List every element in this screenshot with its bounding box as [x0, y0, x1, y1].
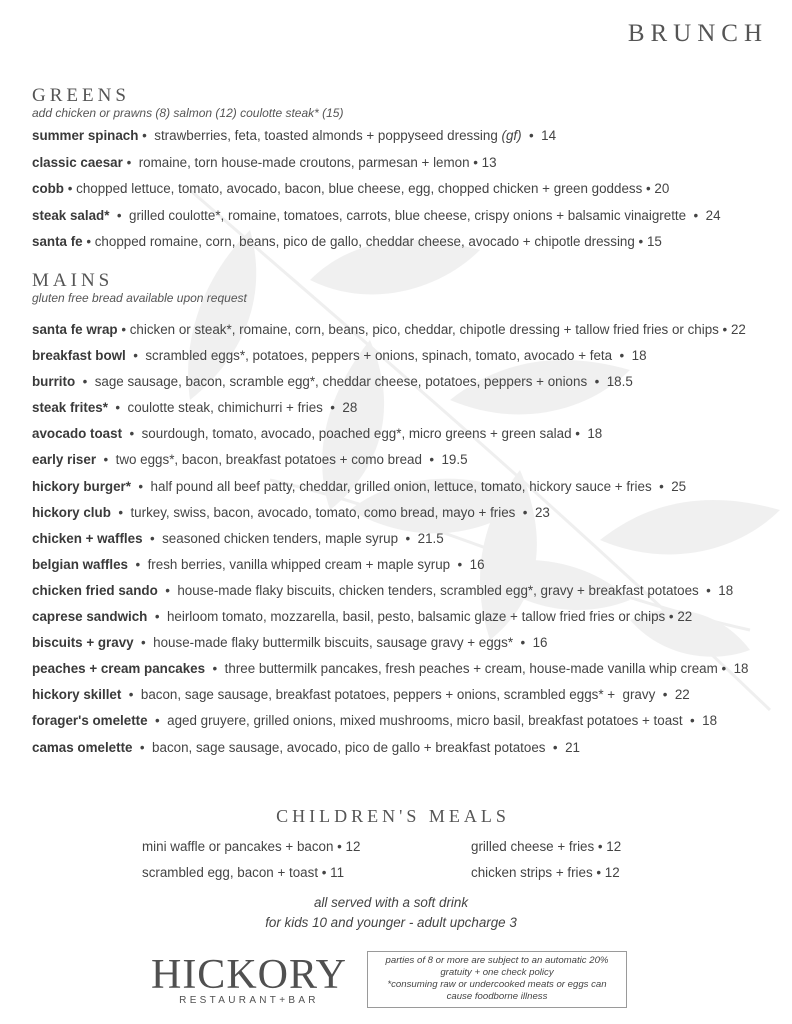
childrens-meals-left-column — [142, 838, 360, 890]
menu-item-description: • romaine, torn house-made croutons, parmesan + lemon • 13 — [122, 154, 497, 170]
greens-list — [32, 127, 772, 260]
mains-list — [32, 321, 772, 765]
logo-wordmark: HICKORY — [150, 952, 348, 998]
menu-item-description: • coulotte steak, chimichurri + fries • 28 — [107, 400, 358, 416]
kids-menu-item: chicken strips + fries • 12 — [471, 865, 620, 880]
greens-heading: GREENS — [32, 85, 130, 106]
menu-item-description: • sage sausage, bacon, scramble egg*, cheddar cheese, potatoes, peppers + onions • 18.5 — [75, 374, 633, 390]
menu-item-name: hickory club — [32, 504, 111, 520]
menu-item-name: biscuits + gravy — [32, 635, 134, 651]
menu-item-description: • aged gruyere, grilled onions, mixed mushrooms, micro basil, breakfast potatoes + toast • 18 — [147, 713, 718, 729]
greens-addons-note: add chicken or prawns (8) salmon (12) coulotte steak* (15) — [32, 106, 344, 120]
menu-item — [32, 321, 772, 347]
menu-item — [32, 478, 772, 504]
policy-notice-box — [367, 951, 627, 1008]
menu-item-name: cobb — [32, 181, 64, 196]
menu-item-description: • chicken or steak*, romaine, corn, beans, pico, cheddar, chipotle dressing + tallow fried fries or chips • 22 — [117, 322, 746, 337]
menu-item-name: belgian waffles — [32, 556, 128, 572]
kids-menu-item: scrambled egg, bacon + toast • 11 — [142, 865, 345, 880]
menu-item — [32, 154, 772, 181]
menu-item-name: hickory burger* — [32, 478, 131, 494]
menu-item — [32, 712, 772, 738]
menu-item-description: • turkey, swiss, bacon, avocado, tomato, como bread, mayo + fries • 23 — [110, 504, 550, 520]
menu-item-description: • grilled coulotte*, romaine, tomatoes, carrots, blue cheese, crispy onions + balsamic vinaigrette • 24 — [109, 207, 721, 223]
menu-item-name: camas omelette — [32, 739, 133, 755]
menu-item-name: santa fe — [32, 234, 83, 249]
menu-item-name: summer spinach — [32, 128, 139, 143]
menu-item-description: • three buttermilk pancakes, fresh peaches + cream, house-made vanilla whip cream • 18 — [205, 661, 749, 677]
menu-item-name: hickory skillet — [32, 687, 122, 703]
menu-item — [32, 425, 772, 451]
logo-subtitle: RESTAURANT+BAR — [179, 995, 319, 1006]
menu-item-name: forager's omelette — [32, 713, 148, 729]
kids-menu-item: grilled cheese + fries • 12 — [471, 839, 622, 854]
policy-line: cause foodborne illness — [446, 991, 548, 1002]
menu-item — [32, 347, 772, 373]
menu-item — [32, 739, 772, 765]
kids-menu-item: mini waffle or pancakes + bacon • 12 — [142, 839, 361, 854]
hickory-logo — [146, 952, 352, 1006]
menu-item — [32, 127, 772, 154]
mains-note: gluten free bread available upon request — [32, 291, 247, 305]
childrens-meals-right-column — [471, 838, 621, 890]
menu-item-price: • 14 — [521, 128, 557, 143]
menu-item — [32, 660, 772, 686]
menu-item-description: • sourdough, tomato, avocado, poached egg*, micro greens + green salad • 18 — [122, 426, 603, 442]
menu-item — [32, 207, 772, 234]
menu-item — [32, 686, 772, 712]
menu-item-description: • house-made flaky buttermilk biscuits, sausage gravy + eggs* • 16 — [133, 635, 548, 651]
menu-item-description: • chopped lettuce, tomato, avocado, bacon, blue cheese, egg, chopped chicken + green goddess • 20 — [64, 181, 670, 196]
menu-item — [32, 530, 772, 556]
menu-item — [32, 233, 772, 260]
menu-item — [32, 451, 772, 477]
policy-line: parties of 8 or more are subject to an automatic 20% — [385, 955, 609, 966]
menu-item-name: burrito — [32, 374, 76, 390]
menu-item — [32, 634, 772, 660]
menu-item-name: chicken fried sando — [32, 582, 158, 598]
policy-line: *consuming raw or undercooked meats or eggs can — [387, 979, 607, 990]
menu-item — [32, 608, 772, 634]
menu-item-description: • heirloom tomato, mozzarella, basil, pesto, balsamic glaze + tallow fried fries or chips • 22 — [147, 609, 693, 625]
menu-item-description: • scrambled eggs*, potatoes, peppers + onions, spinach, tomato, avocado + feta • 18 — [125, 348, 647, 364]
soft-drink-note: all served with a soft drink — [313, 895, 469, 910]
menu-item-name: avocado toast — [32, 426, 123, 442]
menu-item — [32, 373, 772, 399]
menu-item-name: early riser — [32, 452, 97, 468]
menu-item-description: • bacon, sage sausage, breakfast potatoes, peppers + onions, scrambled eggs* + gravy • 22 — [121, 687, 690, 703]
menu-item-description: • two eggs*, bacon, breakfast potatoes + como bread • 19.5 — [96, 452, 468, 468]
menu-item-description: • seasoned chicken tenders, maple syrup • 21.5 — [142, 530, 444, 546]
childrens-meals-notes — [0, 893, 782, 933]
menu-item-description: • half pound all beef patty, cheddar, grilled onion, lettuce, tomato, hickory sauce + fries • 25 — [130, 478, 687, 494]
childrens-meals-heading: CHILDREN'S MEALS — [276, 806, 510, 826]
menu-item-name: caprese sandwich — [32, 609, 148, 625]
mains-heading: MAINS — [32, 270, 114, 291]
menu-item — [32, 504, 772, 530]
menu-item-name: breakfast bowl — [32, 348, 126, 364]
menu-item-name: chicken + waffles — [32, 530, 143, 546]
page-title: BRUNCH — [627, 20, 768, 47]
menu-item-description: • house-made flaky biscuits, chicken tenders, scrambled egg*, gravy + breakfast potatoes • 18 — [157, 582, 734, 598]
menu-item-name: steak salad* — [32, 207, 110, 223]
menu-item-description: • fresh berries, vanilla whipped cream + maple syrup • 16 — [128, 556, 485, 572]
menu-item-name: peaches + cream pancakes — [32, 661, 206, 677]
menu-item-description: • bacon, sage sausage, avocado, pico de gallo + breakfast potatoes • 21 — [132, 739, 580, 755]
menu-item-description: • chopped romaine, corn, beans, pico de gallo, cheddar cheese, avocado + chipotle dressing • 15 — [82, 234, 662, 249]
menu-item — [32, 180, 772, 207]
menu-item — [32, 582, 772, 608]
age-limit-note: for kids 10 and younger - adult upcharge 3 — [265, 915, 517, 930]
menu-item — [32, 399, 772, 425]
menu-item-name: steak frites* — [32, 400, 108, 416]
policy-line: gratuity + one check policy — [440, 967, 554, 978]
menu-item-name: santa fe wrap — [32, 322, 118, 337]
menu-item — [32, 556, 772, 582]
menu-item-name: classic caesar — [32, 154, 123, 170]
menu-item-description: • strawberries, feta, toasted almonds + poppyseed dressing — [138, 128, 502, 143]
dietary-tag: (gf) — [501, 128, 522, 143]
